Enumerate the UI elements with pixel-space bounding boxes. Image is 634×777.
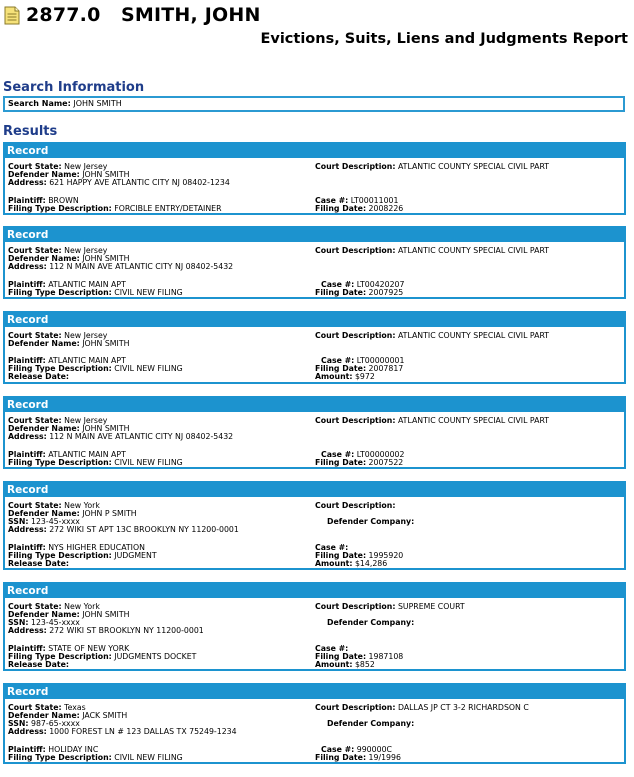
document-icon — [4, 6, 20, 25]
court-description: Court Description: ATLANTIC COUNTY SPECIAL CIVIL PART — [315, 246, 550, 255]
defender-name: Defender Name: JOHN SMITH — [8, 610, 130, 619]
record-header: Record — [5, 144, 624, 160]
filing-type: Filing Type Description: JUDGMENTS DOCKET — [8, 652, 197, 661]
filing-type: Filing Type Description: CIVIL NEW FILING — [8, 288, 183, 297]
record-card — [3, 582, 626, 671]
filing-date: Filing Date: 1987108 — [315, 652, 404, 661]
search-info-box — [3, 96, 625, 112]
record-header: Record — [5, 584, 624, 600]
court-description: Court Description: SUPREME COURT — [315, 602, 465, 611]
record-card — [3, 311, 626, 384]
record-header: Record — [5, 685, 624, 701]
filing-date: Filing Date: 19/1996 — [315, 753, 401, 762]
results-heading: Results — [3, 124, 58, 139]
filing-date: Filing Date: 1995920 — [315, 551, 404, 560]
release-date: Release Date: — [8, 660, 70, 669]
defender-name: Defender Name: JOHN P SMITH — [8, 509, 137, 518]
ssn: SSN: 987-65-xxxx — [8, 719, 80, 728]
case-number: Case #: LT00000001 — [321, 356, 405, 365]
defender-company: Defender Company: — [327, 517, 415, 526]
filing-type: Filing Type Description: CIVIL NEW FILING — [8, 458, 183, 467]
plaintiff: Plaintiff: BROWN — [8, 196, 79, 205]
search-name-label: Search Name: — [8, 99, 71, 108]
court-state: Court State: New Jersey — [8, 246, 108, 255]
ssn: SSN: 123-45-xxxx — [8, 618, 80, 627]
plaintiff: Plaintiff: ATLANTIC MAIN APT — [8, 450, 126, 459]
address: Address: 112 N MAIN AVE ATLANTIC CITY NJ 08402-5432 — [8, 432, 234, 441]
defender-company: Defender Company: — [327, 719, 415, 728]
search-name-value: JOHN SMITH — [73, 99, 122, 108]
page-title: 2877.0 SMITH, JOHN — [26, 4, 261, 26]
record-header: Record — [5, 313, 624, 329]
case-number: Case #: — [315, 543, 349, 552]
record-card — [3, 396, 626, 469]
court-state: Court State: Texas — [8, 703, 86, 712]
record-card — [3, 481, 626, 570]
record-header: Record — [5, 483, 624, 499]
filing-type: Filing Type Description: CIVIL NEW FILING — [8, 364, 183, 373]
plaintiff: Plaintiff: ATLANTIC MAIN APT — [8, 280, 126, 289]
defender-name: Defender Name: JOHN SMITH — [8, 339, 130, 348]
amount: Amount: $14,286 — [315, 559, 388, 568]
record-card — [3, 226, 626, 299]
record-header: Record — [5, 398, 624, 414]
court-description: Court Description: ATLANTIC COUNTY SPECIAL CIVIL PART — [315, 331, 550, 340]
amount: Amount: $852 — [315, 660, 375, 669]
ssn: SSN: 123-45-xxxx — [8, 517, 80, 526]
amount: Amount: $972 — [315, 372, 375, 381]
plaintiff: Plaintiff: NYS HIGHER EDUCATION — [8, 543, 145, 552]
filing-type: Filing Type Description: JUDGMENT — [8, 551, 157, 560]
defender-company: Defender Company: — [327, 618, 415, 627]
filing-date: Filing Date: 2007925 — [315, 288, 404, 297]
plaintiff: Plaintiff: STATE OF NEW YORK — [8, 644, 130, 653]
filing-date: Filing Date: 2007817 — [315, 364, 404, 373]
release-date: Release Date: — [8, 559, 70, 568]
filing-date: Filing Date: 2008226 — [315, 204, 404, 213]
court-description: Court Description: DALLAS JP CT 3-2 RICHARDSON C — [315, 703, 529, 712]
court-description: Court Description: ATLANTIC COUNTY SPECIAL CIVIL PART — [315, 162, 550, 171]
record-card — [3, 142, 626, 215]
report-header — [4, 3, 261, 27]
court-state: Court State: New York — [8, 501, 100, 510]
filing-type: Filing Type Description: FORCIBLE ENTRY/DETAINER — [8, 204, 222, 213]
address: Address: 272 WIKI ST APT 13C BROOKLYN NY 11200-0001 — [8, 525, 239, 534]
address: Address: 621 HAPPY AVE ATLANTIC CITY NJ 08402-1234 — [8, 178, 230, 187]
case-number: Case #: LT00420207 — [321, 280, 405, 289]
case-number: Case #: LT00000002 — [321, 450, 405, 459]
address: Address: 112 N MAIN AVE ATLANTIC CITY NJ 08402-5432 — [8, 262, 234, 271]
court-state: Court State: New York — [8, 602, 100, 611]
address: Address: 1000 FOREST LN # 123 DALLAS TX 75249-1234 — [8, 727, 237, 736]
filing-date: Filing Date: 2007522 — [315, 458, 404, 467]
filing-type: Filing Type Description: CIVIL NEW FILING — [8, 753, 183, 762]
court-description: Court Description: ATLANTIC COUNTY SPECIAL CIVIL PART — [315, 416, 550, 425]
search-info-heading: Search Information — [3, 80, 145, 95]
defender-name: Defender Name: JOHN SMITH — [8, 170, 130, 179]
defender-name: Defender Name: JOHN SMITH — [8, 254, 130, 263]
case-number: Case #: — [315, 644, 349, 653]
case-number: Case #: LT00011001 — [315, 196, 399, 205]
report-title: Evictions, Suits, Liens and Judgments Report — [260, 31, 628, 47]
release-date: Release Date: — [8, 372, 70, 381]
address: Address: 272 WIKI ST BROOKLYN NY 11200-0001 — [8, 626, 204, 635]
court-state: Court State: New Jersey — [8, 162, 108, 171]
defender-name: Defender Name: JACK SMITH — [8, 711, 128, 720]
record-header: Record — [5, 228, 624, 244]
court-state: Court State: New Jersey — [8, 416, 108, 425]
court-state: Court State: New Jersey — [8, 331, 108, 340]
case-number: Case #: 990000C — [321, 745, 392, 754]
defender-name: Defender Name: JOHN SMITH — [8, 424, 130, 433]
record-card — [3, 683, 626, 764]
plaintiff: Plaintiff: ATLANTIC MAIN APT — [8, 356, 126, 365]
plaintiff: Plaintiff: HOLIDAY INC — [8, 745, 99, 754]
court-description: Court Description: — [315, 501, 396, 510]
